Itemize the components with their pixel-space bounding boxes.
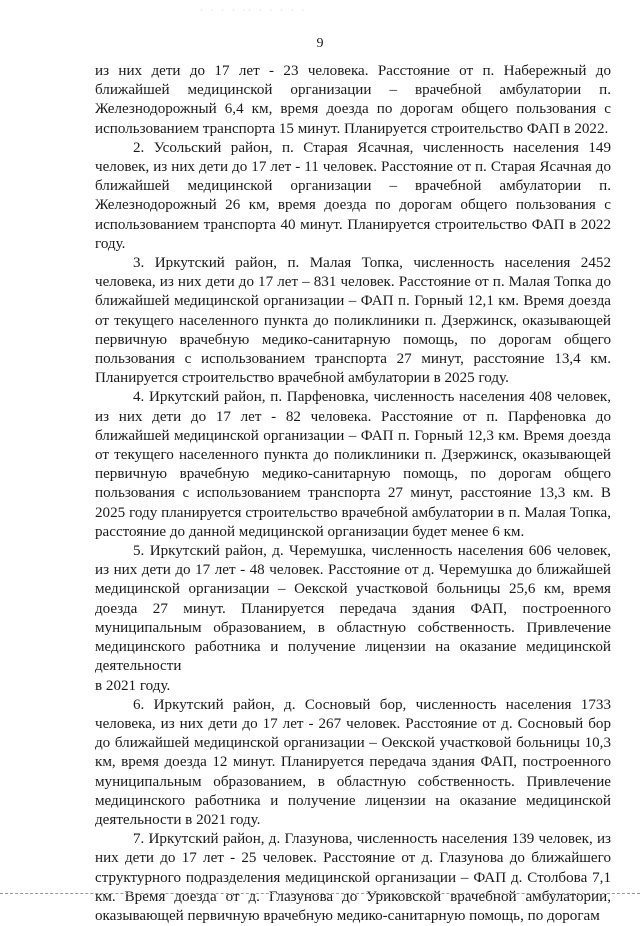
page-number: 9 (316, 36, 324, 51)
paragraph-item-5: 5. Иркутский район, д. Черемушка, численность населения 606 человек, из них дети до 17 лет - 48 человек. Расстояние от д. Черемушка до ближайшей медицинской организации – Оекской участковой больницы 25,6 км, время доезда 27 минут. Планируется передача здания ФАП, построенного муниципальным образованием, в областную собственность. Привлечение медицинского работника и получение лицензии на оказание медицинской деятельности (95, 543, 611, 675)
paragraph-item-3: 3. Иркутский район, п. Малая Топка, численность населения 2452 человека, из них дети до 17 лет – 831 человек. Расстояние от п. Малая Топка до ближайшей медицинской организации – ФАП п. Горный 12,1 км. Время доезда от текущего населенного пункта до поликлиники п. Дзержинск, оказывающей первичную врачебную медико-санитарную помощь, по дорогам общего пользования с использованием транспорта 27 минут, расстояние 13,4 км. Планируется строительство врачебной амбулатории в 2025 году. (95, 255, 611, 387)
paragraph-item-4: 4. Иркутский район, п. Парфеновка, численность населения 408 человек, из них дети до 17 лет - 82 человека. Расстояние от п. Парфеновка до ближайшей медицинской организации – ФАП п. Горный 12,3 км. Время доезда от текущего населенного пункта до поликлиники п. Дзержинск, оказывающей первичную врачебную медико-санитарную помощь, по дорогам общего пользования с использованием транспорта 27 минут, расстояние 13,3 км. В 2025 году планируется строительство врачебной амбулатории в п. Малая Топка, расстояние до данной медицинской организации будет менее 6 км. (95, 389, 611, 540)
paragraph-item-5-tail: в 2021 году. (95, 677, 171, 694)
paragraph-item-2: 2. Усольский район, п. Старая Ясачная, численность населения 149 человек, из них дети до 17 лет - 11 человек. Расстояние от п. Старая Ясачная до ближайшей медицинской организации – врачебной амбулатории п. Железнодорожный 26 км, время доезда по дорогам общего пользования с использованием транспорта 40 минут. Планируется строительство ФАП в 2022 году. (95, 139, 611, 252)
document-body (95, 62, 611, 926)
paragraph-continuation: из них дети до 17 лет - 23 человека. Расстояние от п. Набережный до ближайшей медицинской организации – врачебной амбулатории п. Железнодорожный 6,4 км, время доезда по дорогам общего пользования с использованием транспорта 15 минут. Планируется строительство ФАП в 2022. (95, 63, 611, 137)
scan-artifact: · · · · ·· · · · · · (200, 6, 308, 15)
paragraph-item-7: 7. Иркутский район, д. Глазунова, численность населения 139 человек, из них дети до 17 лет - 25 человек. Расстояние от д. Глазунова до ближайшего структурного подразделения медицинской организации – ФАП д. Столбова 7,1 км. Время доезда от д. Глазунова до Уриковской врачебной амбулатории, оказывающей первичную врачебную медико-санитарную помощь, по дорогам (95, 831, 611, 924)
scan-bottom-edge (0, 893, 640, 894)
paragraph-item-6: 6. Иркутский район, д. Сосновый бор, численность населения 1733 человека, из них дети до 17 лет - 267 человек. Расстояние от д. Сосновый бор до ближайшей медицинской организации – Оекской участковой больницы 10,3 км, время доезда 12 минут. Планируется передача здания ФАП, построенного муниципальным образованием, в областную собственность. Привлечение медицинского работника и получение лицензии на оказание медицинской деятельности в 2021 году. (95, 696, 611, 828)
